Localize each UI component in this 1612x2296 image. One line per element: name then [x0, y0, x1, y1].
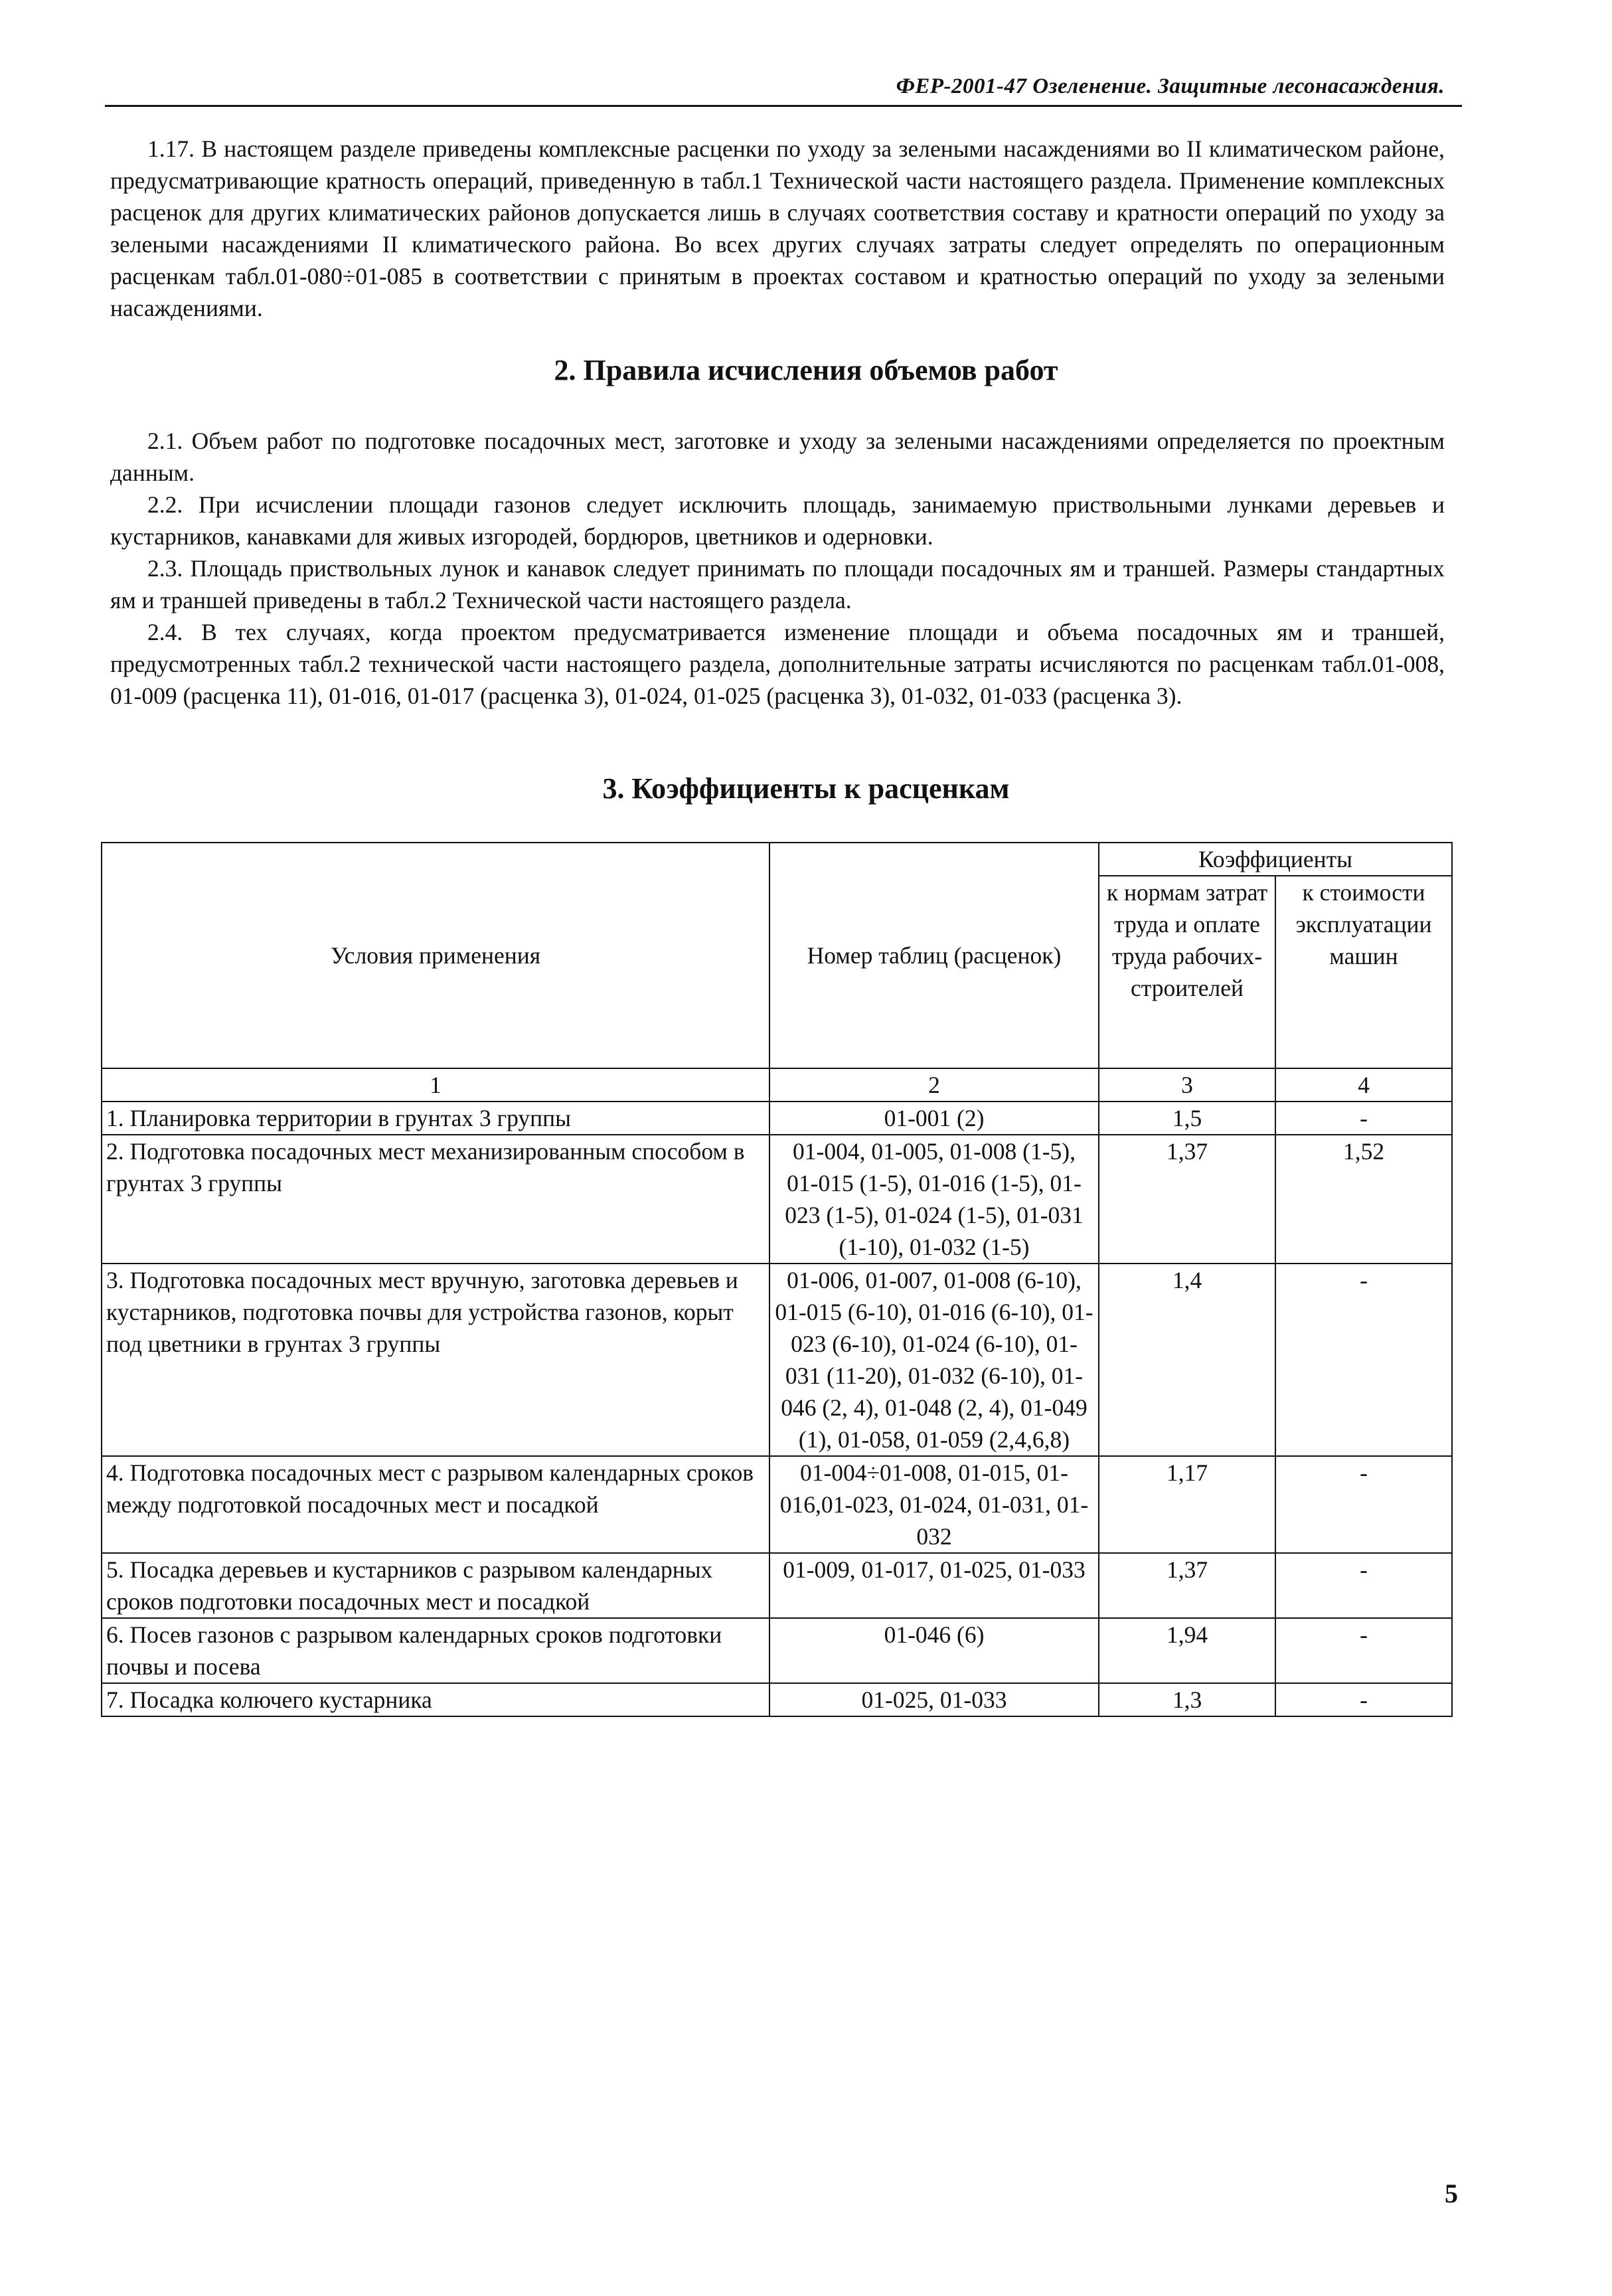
- coefficients-table: [101, 842, 1453, 1717]
- section-2-heading: 2. Правила исчисления объемов работ: [554, 354, 1058, 386]
- header-coefficients: Коэффициенты: [1099, 843, 1452, 876]
- page-header-title: ФЕР-2001-47 Озеленение. Защитные лесонасаждения.: [896, 74, 1445, 98]
- row-machine-coefficient: -: [1275, 1264, 1452, 1456]
- table-row: [102, 1456, 1452, 1553]
- intro-text: [110, 133, 1445, 324]
- row-labor-coefficient: 1,5: [1099, 1102, 1275, 1135]
- row-machine-coefficient: 1,52: [1275, 1135, 1452, 1264]
- column-number-1: 1: [102, 1068, 769, 1102]
- header-table-numbers: Номер таблиц (расценок): [769, 843, 1099, 1068]
- table-row: [102, 1135, 1452, 1264]
- row-machine-coefficient: -: [1275, 1683, 1452, 1716]
- header-conditions: Условия применения: [102, 843, 769, 1068]
- table-header-row: [102, 843, 1452, 876]
- header-labor-coefficient: к нормам затрат труда и оплате труда рабочих-строителей: [1099, 876, 1275, 1068]
- row-tables: 01-009, 01-017, 01-025, 01-033: [769, 1553, 1099, 1618]
- row-condition: 4. Подготовка посадочных мест с разрывом календарных сроков между подготовкой посадочных мест и посадкой: [102, 1456, 769, 1553]
- row-labor-coefficient: 1,4: [1099, 1264, 1275, 1456]
- table-row: [102, 1264, 1452, 1456]
- row-tables: 01-004, 01-005, 01-008 (1-5), 01-015 (1-5), 01-016 (1-5), 01-023 (1-5), 01-024 (1-5), 01-031 (1-10), 01-032 (1-5): [769, 1135, 1099, 1264]
- section-2-text: [110, 425, 1445, 712]
- row-labor-coefficient: 1,94: [1099, 1618, 1275, 1683]
- column-number-row: [102, 1068, 1452, 1102]
- paragraph-2-3: 2.3. Площадь приствольных лунок и канавок следует принимать по площади посадочных ям и траншей. Размеры стандартных ям и траншей приведены в табл.2 Технической части настоящего раздела.: [110, 555, 1445, 614]
- row-tables: 01-004÷01-008, 01-015, 01-016,01-023, 01-024, 01-031, 01-032: [769, 1456, 1099, 1553]
- row-condition: 2. Подготовка посадочных мест механизированным способом в грунтах 3 группы: [102, 1135, 769, 1264]
- row-condition: 7. Посадка колючего кустарника: [102, 1683, 769, 1716]
- row-labor-coefficient: 1,3: [1099, 1683, 1275, 1716]
- row-machine-coefficient: -: [1275, 1553, 1452, 1618]
- row-machine-coefficient: -: [1275, 1618, 1452, 1683]
- section-3-heading: 3. Коэффициенты к расценкам: [602, 772, 1010, 805]
- column-number-2: 2: [769, 1068, 1099, 1102]
- page-number: 5: [1445, 2178, 1458, 2208]
- row-condition: 5. Посадка деревьев и кустарников с разрывом календарных сроков подготовки посадочных мест и посадкой: [102, 1553, 769, 1618]
- paragraph-1-17: 1.17. В настоящем разделе приведены комплексные расценки по уходу за зелеными насаждениями во II климатическом районе, предусматривающие кратность операций, приведенную в табл.1 Технической части настоящего раздела. Применение комплексных расценок для других климатических районов допускается лишь в случаях соответствия составу и кратности операций по уходу за зелеными насаждениями II климатического района. Во всех других случаях затраты следует определять по операционным расценкам табл.01-080÷01-085 в соответствии с принятым в проектах составом и кратностью операций по уходу за зелеными насаждениями.: [110, 135, 1445, 321]
- table-row: [102, 1683, 1452, 1716]
- row-tables: 01-025, 01-033: [769, 1683, 1099, 1716]
- table-row: [102, 1618, 1452, 1683]
- row-tables: 01-001 (2): [769, 1102, 1099, 1135]
- paragraph-2-4: 2.4. В тех случаях, когда проектом предусматривается изменение площади и объема посадочных ям и траншей, предусмотренных табл.2 технической части настоящего раздела, дополнительные затраты исчисляются по расценкам табл.01-008, 01-009 (расценка 11), 01-016, 01-017 (расценка 3), 01-024, 01-025 (расценка 3), 01-032, 01-033 (расценка 3).: [110, 619, 1445, 709]
- column-number-3: 3: [1099, 1068, 1275, 1102]
- header-rule: [105, 105, 1462, 107]
- row-condition: 6. Посев газонов с разрывом календарных сроков подготовки почвы и посева: [102, 1618, 769, 1683]
- row-tables: 01-046 (6): [769, 1618, 1099, 1683]
- row-condition: 3. Подготовка посадочных мест вручную, заготовка деревьев и кустарников, подготовка почвы для устройства газонов, корыт под цветники в грунтах 3 группы: [102, 1264, 769, 1456]
- paragraph-2-2: 2.2. При исчислении площади газонов следует исключить площадь, занимаемую приствольными лунками деревьев и кустарников, канавками для живых изгородей, бордюров, цветников и одерновки.: [110, 491, 1445, 550]
- paragraph-2-1: 2.1. Объем работ по подготовке посадочных мест, заготовке и уходу за зелеными насаждениями определяется по проектным данным.: [110, 428, 1445, 486]
- table-row: [102, 1102, 1452, 1135]
- table-row: [102, 1553, 1452, 1618]
- row-labor-coefficient: 1,37: [1099, 1135, 1275, 1264]
- row-machine-coefficient: -: [1275, 1456, 1452, 1553]
- row-machine-coefficient: -: [1275, 1102, 1452, 1135]
- header-machine-coefficient: к стоимости эксплуатации машин: [1275, 876, 1452, 1068]
- column-number-4: 4: [1275, 1068, 1452, 1102]
- row-labor-coefficient: 1,17: [1099, 1456, 1275, 1553]
- row-tables: 01-006, 01-007, 01-008 (6-10), 01-015 (6-10), 01-016 (6-10), 01-023 (6-10), 01-024 (6-10), 01-031 (11-20), 01-032 (6-10), 01-046 (2, 4), 01-048 (2, 4), 01-049 (1), 01-058, 01-059 (2,4,6,8): [769, 1264, 1099, 1456]
- row-condition: 1. Планировка территории в грунтах 3 группы: [102, 1102, 769, 1135]
- row-labor-coefficient: 1,37: [1099, 1553, 1275, 1618]
